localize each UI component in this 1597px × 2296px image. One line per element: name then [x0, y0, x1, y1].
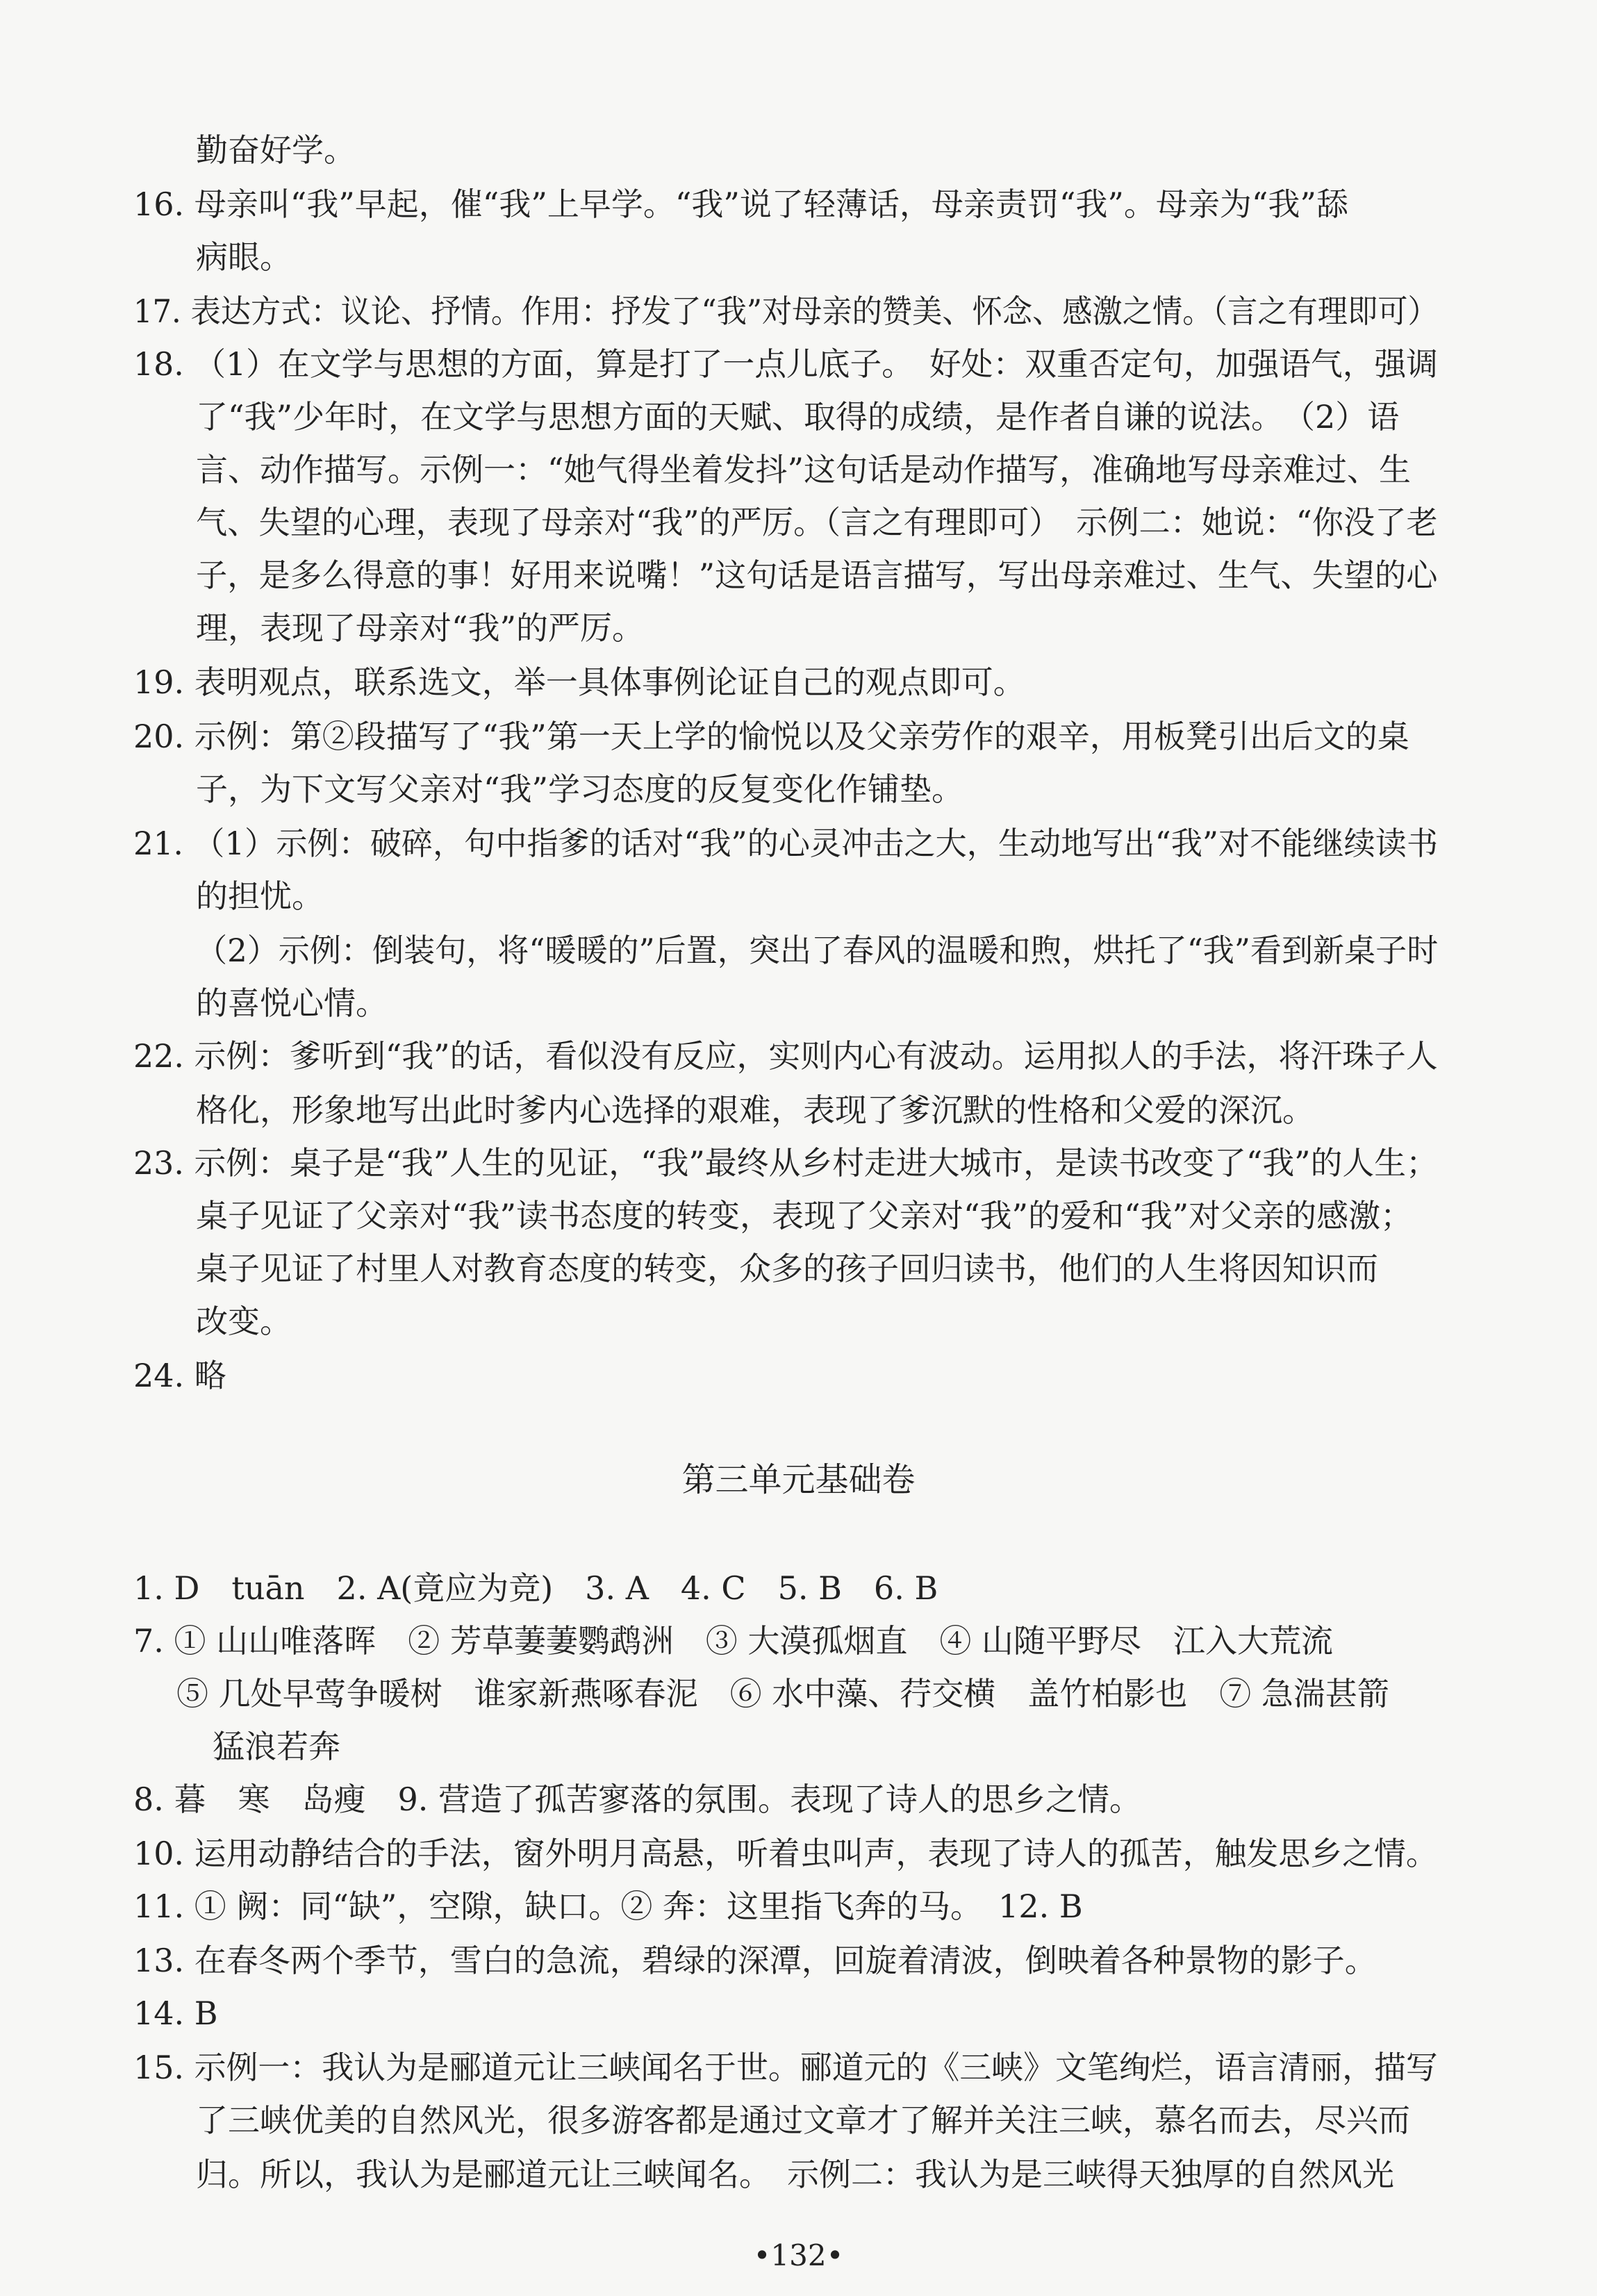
answer-line: 病眼。 [196, 238, 292, 276]
answer-line: 子，是多么得意的事！好用来说嘴！”这句话是语言描写，写出母亲难过、生气、失望的心 [196, 556, 1438, 594]
answer-line: 了三峡优美的自然风光，很多游客都是通过文章才了解并关注三峡，慕名而去，尽兴而 [196, 2101, 1410, 2139]
answer-line: 10. 运用动静结合的手法，窗外明月高悬，听着虫叫声，表现了诗人的孤苦，触发思乡之情。 [133, 1835, 1438, 1872]
answer-line: 24. 略 [133, 1357, 226, 1394]
answer-line: 理，表现了母亲对“我”的严厉。 [196, 609, 645, 647]
answer-line: 桌子见证了父亲对“我”读书态度的转变，表现了父亲对“我”的爱和“我”对父亲的感激； [196, 1197, 1413, 1234]
answer-line: 勤奋好学。 [196, 131, 356, 169]
answer-line: ⑤ 几处早莺争暖树 谁家新燕啄春泥 ⑥ 水中藻、荇交横 盖竹柏影也 ⑦ 急湍甚箭 [176, 1675, 1389, 1712]
answer-line: 了“我”少年时，在文学与思想方面的天赋、取得的成绩，是作者自谦的说法。 （2）语 [196, 398, 1400, 436]
answer-line: 23. 示例：桌子是“我”人生的见证，“我”最终从乡村走进大城市，是读书改变了“我”的人生； [133, 1144, 1438, 1182]
answer-line: 18. （1）在文学与思想的方面，算是打了一点儿底子。 好处：双重否定句，加强语气，强调 [133, 345, 1439, 383]
answer-line: 21. （1）示例：破碎，句中指爹的话对“我”的心灵冲击之大，生动地写出“我”对不能继续读书 [133, 825, 1439, 862]
answer-line: 归。所以，我认为是郦道元让三峡闻名。 示例二：我认为是三峡得天独厚的自然风光 [196, 2156, 1394, 2193]
answer-line: （2）示例：倒装句，将“暖暖的”后置，突出了春风的温暖和煦，烘托了“我”看到新桌子时 [196, 932, 1439, 969]
answer-line: 气、失望的心理，表现了母亲对“我”的严厉。（言之有理即可） 示例二：她说：“你没了老 [196, 504, 1438, 541]
answer-line: 20. 示例：第②段描写了“我”第一天上学的愉悦以及父亲劳作的艰辛，用板凳引出后文的桌 [133, 718, 1409, 755]
answer-line: 22. 示例：爹听到“我”的话，看似没有反应，实则内心有波动。运用拟人的手法，将汗珠子人 [133, 1037, 1438, 1075]
answer-line: 7. ① 山山唯落晖 ② 芳草萋萋鹦鹉洲 ③ 大漠孤烟直 ④ 山随平野尽 江入大荒流 [133, 1622, 1333, 1660]
answer-line: 的喜悦心情。 [196, 984, 388, 1022]
answer-line: 8. 暮 寒 岛瘦 9. 营造了孤苦寥落的氛围。表现了诗人的思乡之情。 [133, 1781, 1142, 1818]
answer-line: 19. 表明观点，联系选文，举一具体事例论证自己的观点即可。 [133, 663, 1025, 701]
answer-line: 16. 母亲叫“我”早起，催“我”上早学。“我”说了轻薄话，母亲责罚“我”。母亲为“我”舔 [133, 185, 1348, 223]
answer-line: 猛浪若奔 [213, 1728, 340, 1765]
answer-line: 1. D tuān 2. A(竟应为竞) 3. A 4. C 5. B 6. B [133, 1569, 938, 1607]
answer-line: 15. 示例一：我认为是郦道元让三峡闻名于世。郦道元的《三峡》文笔绚烂，语言清丽，描写 [133, 2049, 1438, 2086]
answer-line: 13. 在春冬两个季节，雪白的急流，碧绿的深潭，回旋着清波，倒映着各种景物的影子。 [133, 1942, 1377, 1979]
section-title: 第三单元基础卷 [681, 1460, 916, 1499]
answer-line: 言、动作描写。示例一：“她气得坐着发抖”这句话是动作描写，准确地写母亲难过、生 [196, 451, 1412, 488]
answer-line: 14. B [133, 1994, 218, 2032]
page-number: •132• [753, 2238, 844, 2272]
answer-line: 的担忧。 [196, 877, 324, 915]
answer-line: 11. ① 阙：同“缺”，空隙，缺口。② 奔：这里指飞奔的马。 12. B [133, 1888, 1083, 1925]
answer-line: 子，为下文写父亲对“我”学习态度的反复变化作铺垫。 [196, 770, 964, 808]
answer-line: 17. 表达方式：议论、抒情。作用：抒发了“我”对母亲的赞美、怀念、感激之情。（言之有理即可） [133, 292, 1438, 330]
answer-line: 桌子见证了村里人对教育态度的转变，众多的孩子回归读书，他们的人生将因知识而 [196, 1250, 1378, 1287]
answer-line: 改变。 [196, 1303, 292, 1340]
answer-line: 格化，形象地写出此时爹内心选择的艰难，表现了爹沉默的性格和父爱的深沉。 [196, 1091, 1314, 1129]
